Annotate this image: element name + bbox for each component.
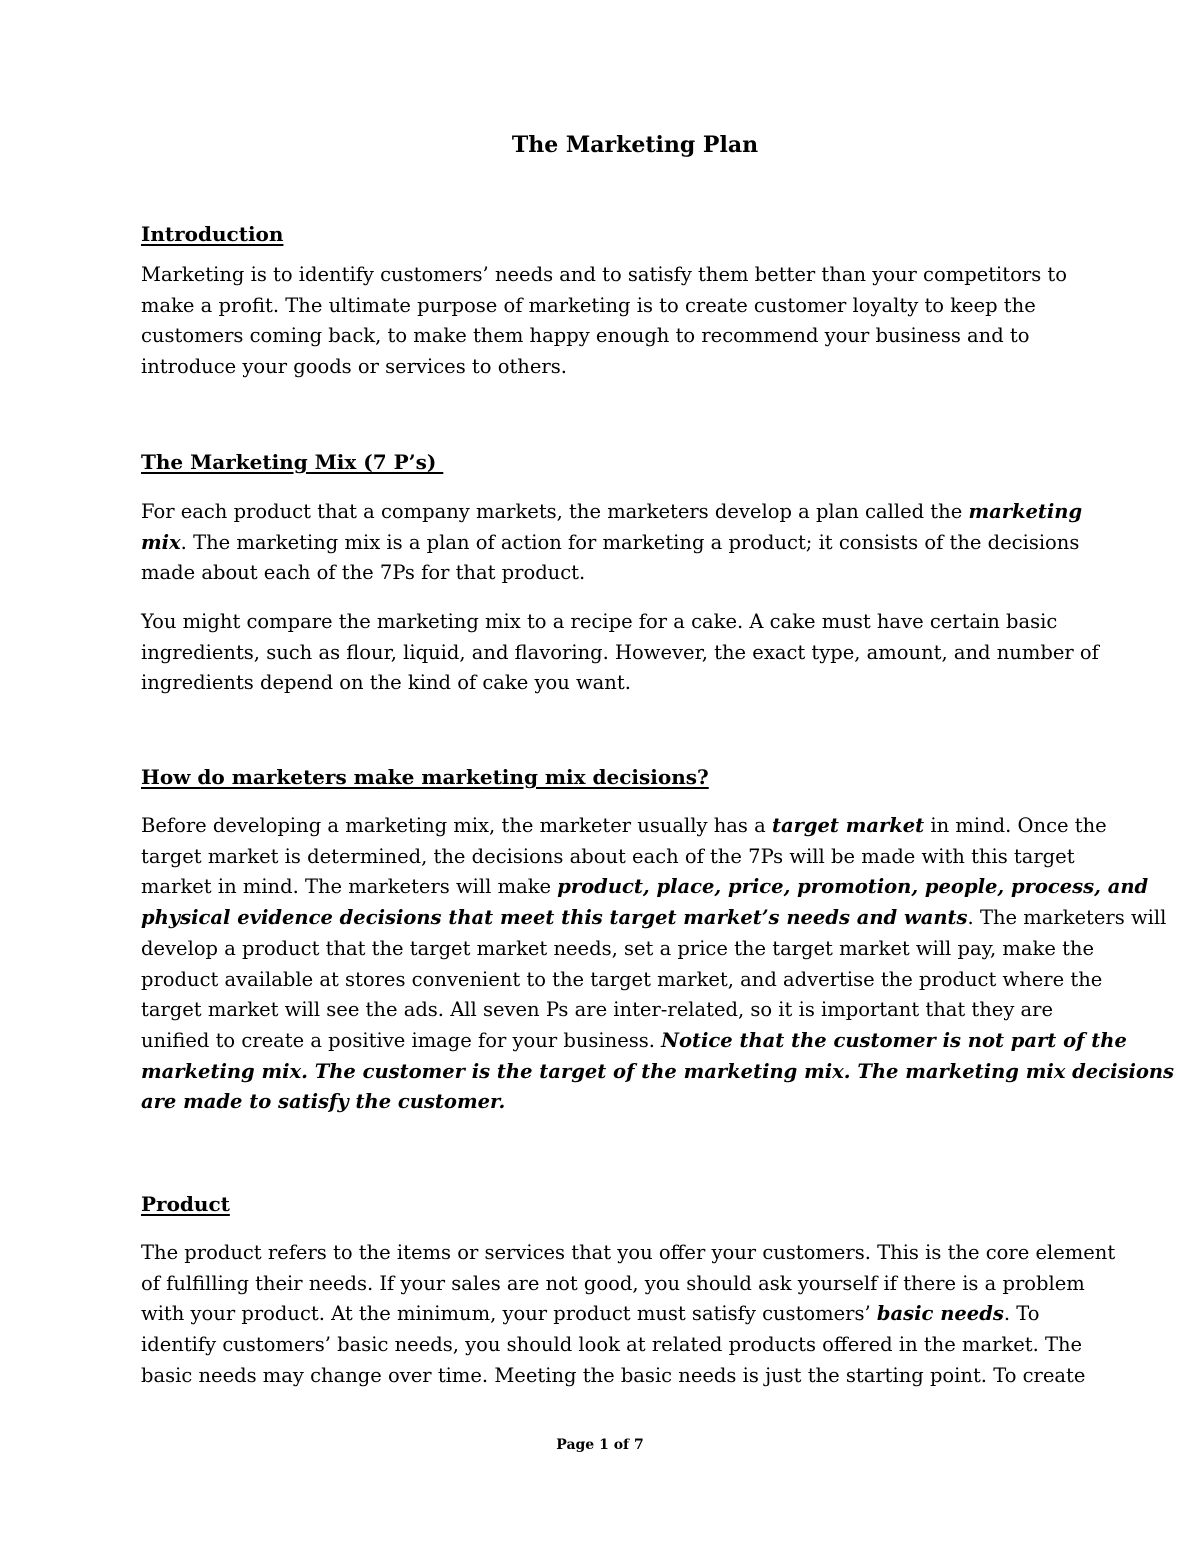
text-line: made about each of the 7Ps for that product. [141,561,586,585]
emphasis-customer-note-end: are made to satisfy the customer. [141,1090,506,1114]
text-line: target market will see the ads. All seven Ps are inter-related, so it is important that they are [141,998,1054,1022]
text-line [141,1299,1071,1330]
text-line: make a profit. The ultimate purpose of marketing is to create customer loyalty to keep the [141,293,1036,317]
emphasis-target-market: target market [771,814,925,837]
text-line: identify customers’ basic needs, you should look at related products offered in the market. The [141,1333,1083,1357]
emphasis-mix: mix [141,530,181,554]
text-line [141,872,1149,903]
text-line [141,497,1083,528]
document-title: The Marketing Plan [511,132,759,158]
text-line: of fulfilling their needs. If your sales are not good, you should ask yourself if there is a problem [141,1271,1085,1295]
emphasis-basic-needs: basic needs [876,1302,1004,1326]
text-line: basic needs may change over time. Meeting the basic needs is just the starting point. To create [141,1363,1086,1387]
text-run: market in mind. The marketers will make [141,875,558,899]
text-line: product available at stores convenient to the target market, and advertise the product where the [141,967,1103,991]
heading-mix-decisions: How do marketers make marketing mix decisions? [141,765,709,789]
emphasis-7ps-list-cont: physical evidence decisions that meet this target market’s needs and wants [141,906,968,930]
text-line [141,903,1167,934]
paragraph-cake-analogy [141,607,1099,699]
emphasis-7ps-list: product, place, price, promotion, people, process, and [557,875,1149,899]
text-run: For each product that a company markets, the marketers develop a plan called the [141,500,969,523]
emphasis-customer-note-cont: marketing mix. The customer is the target of the marketing mix. The marketing mix decisions [141,1059,1175,1083]
text-line [141,528,1080,559]
text-line: develop a product that the target market needs, set a price the target market will pay, make the [141,936,1095,960]
text-line: introduce your goods or services to others. [141,355,567,379]
paragraph-mix-decisions [141,811,1175,1118]
emphasis-marketing: marketing [968,500,1083,523]
heading-marketing-mix: The Marketing Mix (7 P’s) [141,450,444,474]
text-line [141,1026,1127,1057]
text-line: target market is determined, the decisions about each of the 7Ps will be made with this target [141,844,1075,868]
text-run: . The marketing mix is a plan of action for marketing a product; it consists of the decisions [180,530,1080,554]
text-line: You might compare the marketing mix to a recipe for a cake. A cake must have certain basic [141,610,1058,633]
paragraph-product [141,1238,1116,1392]
heading-product: Product [141,1192,230,1216]
text-line: ingredients, such as flour, liquid, and flavoring. However, the exact type, amount, and number of [141,640,1099,664]
text-run: . The marketers will [967,906,1167,930]
text-run: in mind. Once the [924,814,1107,837]
text-run: . To [1003,1302,1040,1326]
text-run: unified to create a positive image for your business. [141,1028,662,1052]
paragraph-introduction [141,260,1071,383]
text-line: ingredients depend on the kind of cake you want. [141,671,631,695]
heading-introduction: Introduction [141,222,284,246]
text-line: The product refers to the items or services that you offer your customers. This is the core element [141,1241,1116,1264]
paragraph-marketing-mix-definition [141,497,1083,589]
text-run: with your product. At the minimum, your product must satisfy customers’ [141,1302,877,1326]
text-run: Before developing a marketing mix, the marketer usually has a [141,814,772,837]
text-line [141,811,1107,842]
text-line: customers coming back, to make them happy enough to recommend your business and to [141,324,1030,348]
text-line: Marketing is to identify customers’ needs and to satisfy them better than your competitors to [141,263,1067,286]
emphasis-customer-note: Notice that the customer is not part of the [661,1028,1127,1052]
page-number-footer: Page 1 of 7 [556,1437,644,1453]
